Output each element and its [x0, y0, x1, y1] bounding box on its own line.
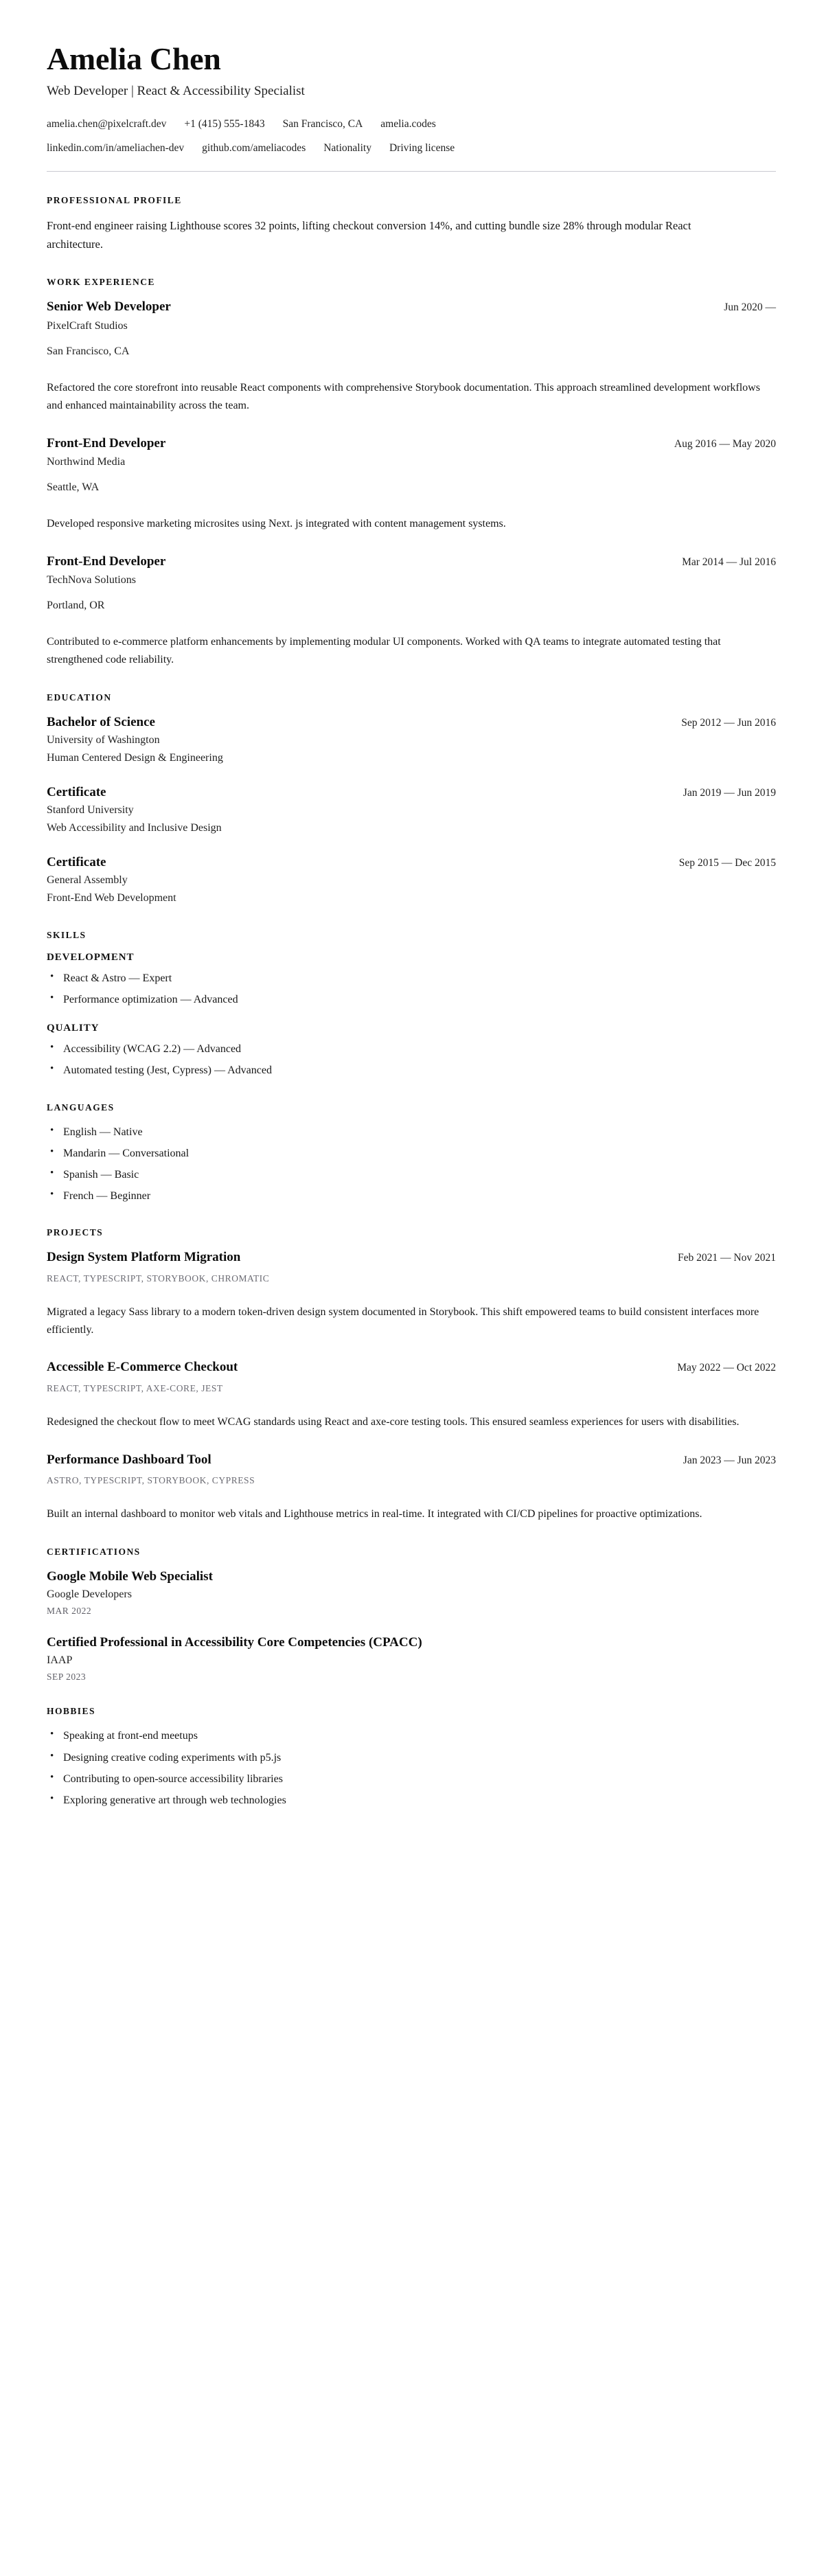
contact-row-primary: [47, 116, 776, 132]
work-entry-header: [47, 435, 776, 452]
section-education: [47, 692, 776, 907]
certification-entry: [47, 1569, 776, 1617]
header-divider: [47, 171, 776, 172]
education-degree: Certificate: [47, 784, 106, 799]
contact-driving-license: Driving license: [389, 141, 455, 154]
work-date-range: Aug 2016 — May 2020: [674, 437, 776, 450]
contact-nationality: Nationality: [323, 141, 371, 154]
project-entry: [47, 1359, 776, 1431]
contact-website[interactable]: amelia.codes: [380, 118, 436, 130]
education-date-range: Sep 2012 — Jun 2016: [681, 716, 776, 729]
education-school: General Assembly: [47, 874, 128, 887]
certification-date: SEP 2023: [47, 1672, 87, 1683]
certification-issuer: Google Developers: [47, 1588, 132, 1601]
list-item: • Contributing to open-source accessibility libraries: [47, 1771, 776, 1787]
contact-linkedin[interactable]: linkedin.com/in/ameliachen-dev: [47, 141, 185, 154]
list-item: • Accessibility (WCAG 2.2) — Advanced: [47, 1041, 776, 1057]
skill-group-development: [47, 952, 776, 1007]
project-tech-tags: REACT, TYPESCRIPT, AXE-CORE, JEST: [47, 1382, 223, 1393]
section-title-languages: LANGUAGES: [47, 1102, 115, 1113]
education-entry-header: [47, 784, 776, 801]
section-skills: [47, 930, 776, 1079]
contact-location: San Francisco, CA: [282, 118, 363, 130]
certification-entry: [47, 1634, 776, 1683]
work-entry-header: [47, 299, 776, 315]
section-title-skills: SKILLS: [47, 929, 87, 940]
project-tech-tags: REACT, TYPESCRIPT, STORYBOOK, CHROMATIC: [47, 1273, 270, 1284]
language-list: [47, 1124, 776, 1205]
list-item: • Speaking at front-end meetups: [47, 1728, 776, 1744]
project-entry-header: [47, 1452, 776, 1468]
section-title-education: EDUCATION: [47, 692, 112, 703]
certification-name: Google Mobile Web Specialist: [47, 1569, 213, 1584]
certification-date: MAR 2022: [47, 1606, 92, 1617]
project-name: Accessible E-Commerce Checkout: [47, 1360, 238, 1375]
list-item: • English — Native: [47, 1124, 776, 1140]
section-title-projects: PROJECTS: [47, 1227, 104, 1238]
work-entry: [47, 299, 776, 414]
certification-name: Certified Professional in Accessibility Core Competencies (CPACC): [47, 1635, 422, 1650]
project-description: Redesigned the checkout flow to meet WCAG standards using React and axe-core testing tools. This ensured seamless experiences for users with disabilities.: [47, 1415, 740, 1428]
education-entry: [47, 714, 776, 766]
section-work-experience: [47, 277, 776, 668]
work-description: Contributed to e-commerce platform enhancements by implementing modular UI components. Worked with QA teams to integrate automated testing that strengthened code reliability.: [47, 636, 721, 665]
work-entry-header: [47, 554, 776, 570]
list-item: • Mandarin — Conversational: [47, 1145, 776, 1161]
list-item: • React & Astro — Expert: [47, 970, 776, 986]
contact-github[interactable]: github.com/ameliacodes: [202, 141, 306, 154]
skill-list: [47, 1041, 776, 1078]
skill-group-name: QUALITY: [47, 1023, 100, 1034]
section-hobbies: [47, 1706, 776, 1808]
project-description: Migrated a legacy Sass library to a modern token-driven design system documented in Storybook. This shift empowered teams to build consistent interfaces more efficiently.: [47, 1306, 759, 1336]
work-location: Seattle, WA: [47, 481, 100, 493]
project-entry: [47, 1249, 776, 1338]
work-date-range: Mar 2014 — Jul 2016: [682, 556, 776, 568]
project-date-range: Feb 2021 — Nov 2021: [678, 1252, 776, 1264]
work-role: Front-End Developer: [47, 554, 166, 569]
project-entry-header: [47, 1359, 776, 1376]
work-date-range: Jun 2020 —: [724, 301, 776, 314]
contact-phone[interactable]: +1 (415) 555-1843: [184, 118, 265, 130]
section-certifications: [47, 1547, 776, 1683]
section-projects: [47, 1227, 776, 1523]
education-entry: [47, 854, 776, 907]
hobby-list: [47, 1728, 776, 1808]
candidate-name: Amelia Chen: [47, 41, 221, 76]
education-field: Front-End Web Development: [47, 892, 176, 904]
work-entry: [47, 435, 776, 533]
list-item: • Spanish — Basic: [47, 1167, 776, 1183]
education-entry-header: [47, 714, 776, 731]
project-date-range: Jan 2023 — Jun 2023: [683, 1454, 776, 1466]
project-entry-header: [47, 1249, 776, 1266]
project-entry: [47, 1452, 776, 1523]
section-professional-profile: [47, 195, 776, 253]
certification-issuer: IAAP: [47, 1654, 73, 1667]
list-item: • Designing creative coding experiments with p5.js: [47, 1750, 776, 1766]
education-field: Web Accessibility and Inclusive Design: [47, 822, 222, 834]
project-name: Performance Dashboard Tool: [47, 1452, 211, 1467]
candidate-headline: Web Developer | React & Accessibility Specialist: [47, 83, 305, 98]
section-title-profile: PROFESSIONAL PROFILE: [47, 194, 182, 205]
work-company: Northwind Media: [47, 455, 126, 468]
education-entry-header: [47, 854, 776, 871]
education-entry: [47, 784, 776, 836]
project-date-range: May 2022 — Oct 2022: [677, 1362, 776, 1374]
work-location: Portland, OR: [47, 600, 105, 612]
work-role: Front-End Developer: [47, 435, 166, 451]
section-title-certifications: CERTIFICATIONS: [47, 1546, 141, 1557]
work-location: San Francisco, CA: [47, 345, 130, 357]
skill-list: [47, 970, 776, 1007]
project-description: Built an internal dashboard to monitor web vitals and Lighthouse metrics in real-time. It integrated with CI/CD pipelines for proactive optimizations.: [47, 1507, 702, 1520]
education-school: Stanford University: [47, 804, 134, 817]
contact-row-secondary: [47, 140, 776, 156]
project-name: Design System Platform Migration: [47, 1250, 241, 1265]
work-role: Senior Web Developer: [47, 299, 171, 315]
education-degree: Bachelor of Science: [47, 714, 155, 729]
list-item: • Exploring generative art through web technologies: [47, 1792, 776, 1808]
section-title-work: WORK EXPERIENCE: [47, 277, 155, 288]
skill-group-quality: [47, 1023, 776, 1078]
work-entry: [47, 554, 776, 669]
resume-header: [47, 43, 776, 172]
education-degree: Certificate: [47, 854, 106, 869]
section-languages: [47, 1102, 776, 1205]
education-date-range: Jan 2019 — Jun 2019: [683, 786, 776, 799]
section-title-hobbies: HOBBIES: [47, 1706, 95, 1717]
work-description: Refactored the core storefront into reusable React components with comprehensive Storybook documentation. This approach streamlined development workflows and enhanced maintainability across the team.: [47, 381, 760, 411]
education-date-range: Sep 2015 — Dec 2015: [678, 856, 776, 869]
list-item: • Performance optimization — Advanced: [47, 992, 776, 1007]
work-description: Developed responsive marketing microsites using Next. js integrated with content management systems.: [47, 517, 506, 529]
education-school: University of Washington: [47, 734, 160, 746]
work-company: PixelCraft Studios: [47, 319, 128, 332]
list-item: • French — Beginner: [47, 1188, 776, 1204]
list-item: • Automated testing (Jest, Cypress) — Advanced: [47, 1062, 776, 1078]
contact-email[interactable]: amelia.chen@pixelcraft.dev: [47, 118, 167, 130]
work-company: TechNova Solutions: [47, 574, 136, 586]
profile-summary-text: Front-end engineer raising Lighthouse scores 32 points, lifting checkout conversion 14%, and cutting bundle size 28% through modular React architecture.: [47, 218, 691, 251]
project-tech-tags: ASTRO, TYPESCRIPT, STORYBOOK, CYPRESS: [47, 1474, 255, 1485]
education-field: Human Centered Design & Engineering: [47, 752, 223, 764]
skill-group-name: DEVELOPMENT: [47, 951, 135, 963]
